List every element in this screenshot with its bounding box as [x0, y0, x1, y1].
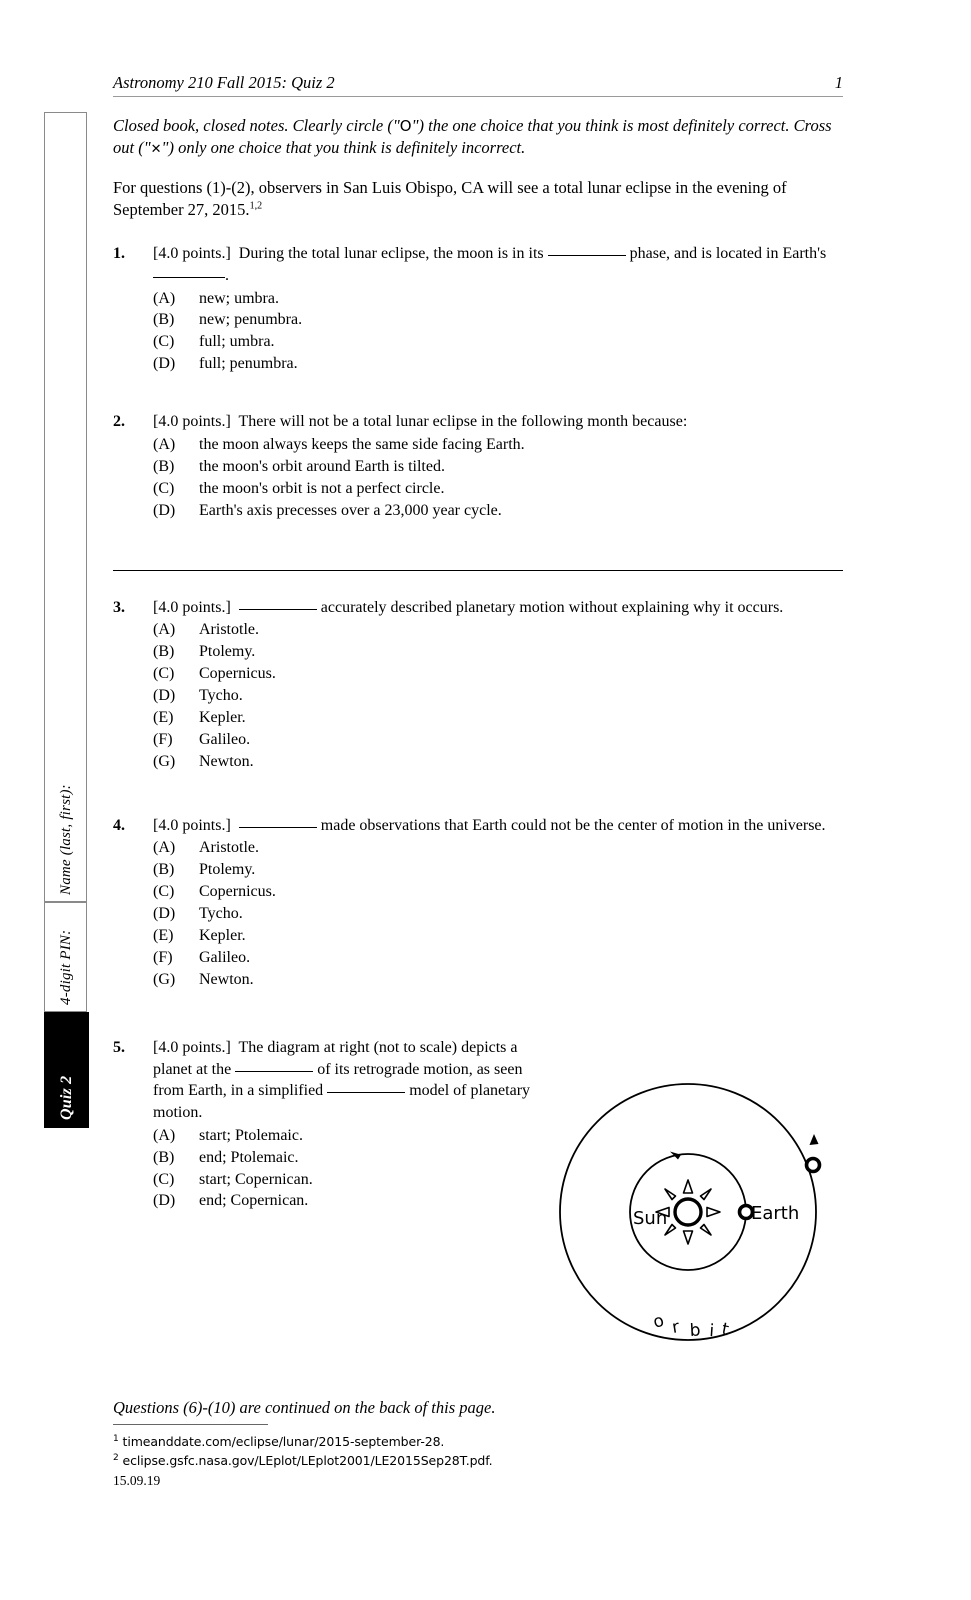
choice-option[interactable]	[153, 859, 843, 881]
choice-option[interactable]	[153, 903, 843, 925]
choice-option[interactable]	[153, 729, 843, 751]
question-5-choices	[153, 1125, 553, 1213]
sun-label: Sun	[633, 1208, 668, 1229]
question-1-stem	[153, 243, 843, 287]
question-5-number: 5.	[113, 1038, 125, 1056]
instructions-part1: Closed book, closed notes. Clearly circle ("	[113, 116, 400, 135]
choice-text: the moon's orbit around Earth is tilted.	[199, 457, 445, 475]
choice-text: full; penumbra.	[199, 355, 298, 373]
choice-label: (A)	[153, 621, 176, 639]
choice-option[interactable]	[153, 1169, 553, 1191]
footnote-rule	[113, 1424, 268, 1425]
choice-option[interactable]	[153, 707, 843, 729]
choice-option[interactable]	[153, 969, 843, 991]
choice-option[interactable]	[153, 685, 843, 707]
question-5-stem-after: model of planetary motion.	[153, 1082, 531, 1121]
page-number: 1	[834, 73, 843, 92]
preamble-footnote-marks: 1,2	[249, 200, 263, 212]
choice-option[interactable]	[153, 434, 843, 456]
answer-blank[interactable]	[548, 255, 626, 256]
choice-option[interactable]	[153, 478, 843, 500]
question-4-stem-after: made observations that Earth could not be the center of motion in the universe.	[320, 816, 826, 834]
question-1-stem-after: .	[225, 266, 229, 284]
choice-label: (G)	[153, 752, 176, 770]
earth-label: Earth	[751, 1203, 800, 1224]
choice-label: (E)	[153, 708, 174, 726]
answer-blank[interactable]	[327, 1092, 405, 1093]
question-5-stem-before: The diagram at right (not to scale) depicts a planet at the	[153, 1038, 518, 1078]
choice-text: Tycho.	[199, 687, 243, 705]
choice-option[interactable]	[153, 751, 843, 773]
choice-text: new; penumbra.	[199, 311, 303, 329]
answer-blank[interactable]	[239, 827, 317, 828]
pin-field-label: 4-digit PIN:	[58, 929, 74, 1005]
choice-option[interactable]	[153, 947, 843, 969]
pin-field-strip[interactable]	[44, 902, 87, 1012]
preamble-paragraph	[113, 177, 843, 222]
continuation-note: Questions (6)-(10) are continued on the back of this page.	[113, 1398, 496, 1417]
choice-option[interactable]	[153, 837, 843, 859]
choice-option[interactable]	[153, 456, 843, 478]
question-2	[113, 411, 843, 521]
orbit-label-letter: b	[689, 1320, 702, 1341]
retrograde-motion-diagram	[548, 1062, 848, 1362]
question-3-stem	[153, 597, 843, 619]
planet-orbit-direction-arrow-icon	[810, 1134, 819, 1145]
choice-text: the moon's orbit is not a perfect circle.	[199, 479, 445, 497]
choice-label: (D)	[153, 355, 176, 373]
question-1-points: [4.0 points.]	[153, 245, 231, 263]
answer-blank[interactable]	[153, 277, 225, 278]
orbit-label-letter: o	[650, 1310, 667, 1333]
choice-label: (B)	[153, 311, 175, 329]
choice-label: (B)	[153, 861, 175, 879]
choice-text: Newton.	[199, 752, 254, 770]
question-5-points: [4.0 points.]	[153, 1038, 231, 1056]
choice-text: Earth's axis precesses over a 23,000 year cycle.	[199, 501, 502, 519]
question-2-number: 2.	[113, 413, 125, 431]
course-title: Astronomy 210 Fall 2015: Quiz 2	[113, 73, 335, 92]
choice-label: (A)	[153, 435, 176, 453]
question-2-choices	[153, 434, 843, 522]
instructions-part3: ") only one choice that you think is definitely incorrect.	[161, 138, 526, 158]
choice-label: (B)	[153, 1148, 175, 1166]
student-info-sidebar	[44, 112, 89, 1128]
choice-text: end; Copernican.	[199, 1192, 309, 1210]
choice-label: (G)	[153, 970, 176, 988]
choice-text: Copernicus.	[199, 665, 276, 683]
choice-option[interactable]	[153, 331, 843, 353]
question-4-number: 4.	[113, 816, 125, 834]
orbit-diagram-svg	[548, 1062, 848, 1362]
preamble-text: For questions (1)-(2), observers in San Luis Obispo, CA will see a total lunar eclipse in the evening of September 27, 2015.	[113, 177, 787, 219]
choice-text: full; umbra.	[199, 333, 275, 351]
answer-blank[interactable]	[235, 1071, 313, 1072]
question-2-stem	[153, 411, 843, 433]
choice-text: Ptolemy.	[199, 643, 256, 661]
question-1-stem-mid: phase, and is located in Earth's	[629, 245, 827, 263]
question-2-stem-before: There will not be a total lunar eclipse in the following month because:	[238, 413, 688, 431]
choice-option[interactable]	[153, 1147, 553, 1169]
choice-option[interactable]	[153, 641, 843, 663]
choice-text: new; umbra.	[199, 289, 279, 307]
question-3-choices	[153, 619, 843, 772]
choice-text: Galileo.	[199, 730, 251, 748]
name-field-strip[interactable]	[44, 112, 87, 902]
choice-text: Kepler.	[199, 927, 246, 945]
choice-label: (C)	[153, 333, 175, 351]
choice-label: (C)	[153, 479, 175, 497]
choice-label: (B)	[153, 457, 175, 475]
footnote-mark: 2	[113, 1453, 119, 1464]
choice-option[interactable]	[153, 619, 843, 641]
question-4	[113, 815, 843, 991]
instructions-part2: ") the one choice that you think is most definitely correct. Cross out ("	[113, 116, 832, 158]
choice-label: (C)	[153, 1170, 175, 1188]
choice-text: Kepler.	[199, 708, 246, 726]
question-1	[113, 243, 843, 375]
cross-glyph-icon: ✕	[150, 142, 162, 158]
section-divider	[113, 570, 843, 571]
orbit-label-letter: t	[720, 1319, 731, 1341]
question-3-points: [4.0 points.]	[153, 598, 231, 616]
choice-text: Copernicus.	[199, 883, 276, 901]
choice-option[interactable]	[153, 500, 843, 522]
question-4-stem	[153, 815, 843, 837]
choice-label: (D)	[153, 905, 176, 923]
choice-text: Aristotle.	[199, 621, 259, 639]
document-date: 15.09.19	[113, 1472, 161, 1488]
choice-option[interactable]	[153, 1125, 553, 1147]
question-1-stem-before: During the total lunar eclipse, the moon is in its	[238, 245, 544, 263]
footnotes-section	[113, 1424, 713, 1489]
choice-text: the moon always keeps the same side facing Earth.	[199, 435, 525, 453]
choice-text: start; Copernican.	[199, 1170, 313, 1188]
choice-option[interactable]	[153, 353, 843, 375]
orbit-label-letter: i	[708, 1321, 715, 1342]
question-1-number: 1.	[113, 245, 125, 263]
choice-label: (A)	[153, 289, 176, 307]
question-3	[113, 597, 843, 773]
question-2-points: [4.0 points.]	[153, 413, 231, 431]
quiz-tab-label: Quiz 2	[58, 1075, 75, 1120]
name-field-label: Name (last, first):	[58, 784, 74, 895]
choice-text: Ptolemy.	[199, 861, 256, 879]
choice-label: (D)	[153, 687, 176, 705]
question-5-stem	[153, 1037, 553, 1124]
instructions-paragraph	[113, 115, 843, 160]
choice-option[interactable]	[153, 1190, 553, 1212]
footnote-item	[113, 1432, 713, 1451]
choice-text: Aristotle.	[199, 839, 259, 857]
question-3-number: 3.	[113, 598, 125, 616]
choice-text: Newton.	[199, 970, 254, 988]
question-4-points: [4.0 points.]	[153, 816, 231, 834]
choice-option[interactable]	[153, 663, 843, 685]
quiz-tab-block	[44, 1012, 89, 1128]
choice-option[interactable]	[153, 925, 843, 947]
choice-label: (D)	[153, 501, 176, 519]
circle-glyph-icon: O	[399, 117, 412, 135]
choice-option[interactable]	[153, 881, 843, 903]
choice-text: Tycho.	[199, 905, 243, 923]
question-3-stem-after: accurately described planetary motion without explaining why it occurs.	[320, 598, 784, 616]
choice-label: (A)	[153, 1126, 176, 1144]
page-header	[113, 70, 843, 97]
choice-label: (B)	[153, 643, 175, 661]
choice-text: Galileo.	[199, 948, 251, 966]
footnote-text: timeanddate.com/eclipse/lunar/2015-september-28.	[122, 1434, 445, 1449]
footnote-mark: 1	[113, 1433, 119, 1444]
question-5-stem-mid: of its retrograde motion, as seen from Earth, in a simplified	[153, 1060, 523, 1100]
footnote-item	[113, 1451, 713, 1470]
choice-label: (E)	[153, 927, 174, 945]
choice-label: (C)	[153, 665, 175, 683]
choice-text: start; Ptolemaic.	[199, 1126, 303, 1144]
question-1-choices	[153, 288, 843, 376]
planet-marker	[807, 1159, 820, 1172]
choice-label: (F)	[153, 730, 173, 748]
choice-text: end; Ptolemaic.	[199, 1148, 299, 1166]
choice-label: (C)	[153, 883, 175, 901]
choice-option[interactable]	[153, 288, 843, 310]
choice-label: (A)	[153, 839, 176, 857]
choice-label: (D)	[153, 1192, 176, 1210]
question-4-choices	[153, 837, 843, 990]
choice-label: (F)	[153, 948, 173, 966]
answer-blank[interactable]	[239, 609, 317, 610]
orbit-label-letter: r	[670, 1317, 681, 1338]
footnote-text: eclipse.gsfc.nasa.gov/LEplot/LEplot2001/LE2015Sep28T.pdf.	[122, 1453, 493, 1469]
choice-option[interactable]	[153, 309, 843, 331]
